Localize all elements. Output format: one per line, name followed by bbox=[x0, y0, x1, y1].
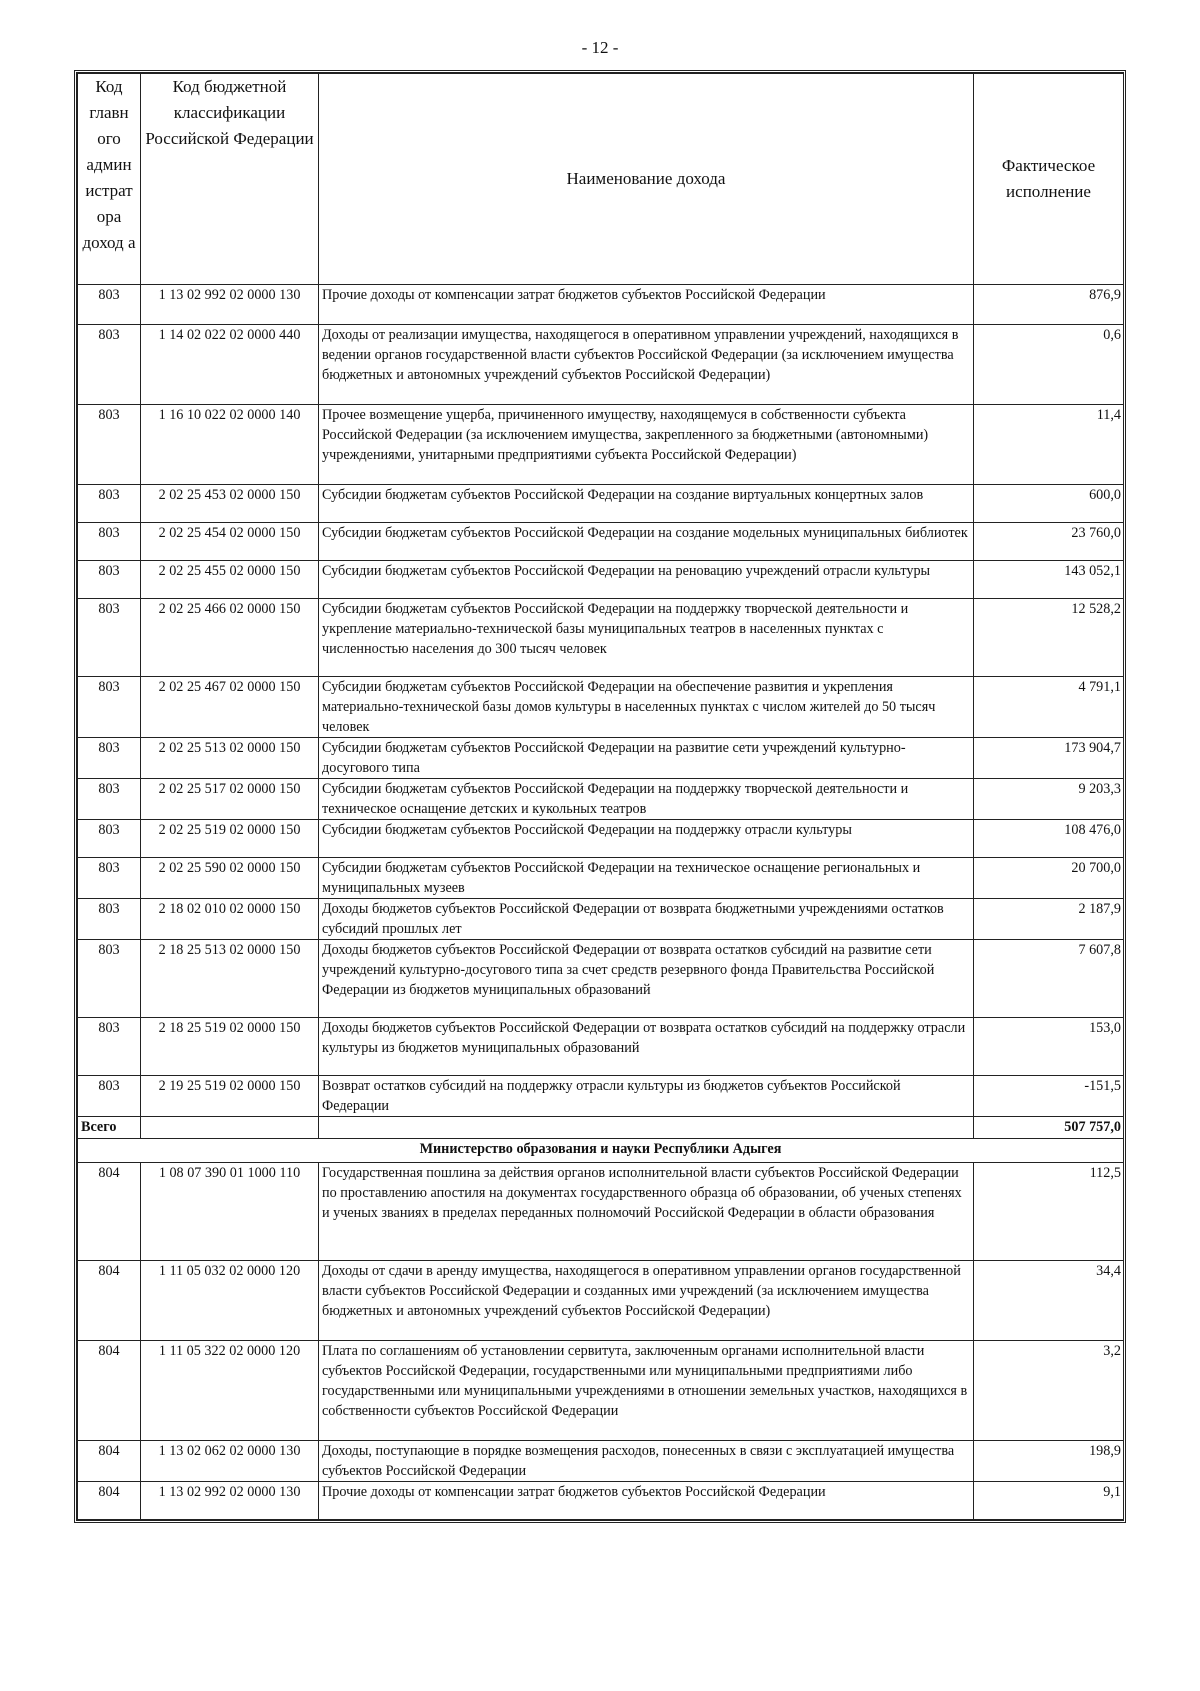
admin-code-cell: 804 bbox=[78, 1341, 141, 1441]
amount-cell: 153,0 bbox=[974, 1018, 1124, 1076]
amount-cell: -151,5 bbox=[974, 1076, 1124, 1117]
budget-code-cell: 2 18 25 519 02 0000 150 bbox=[141, 1018, 319, 1076]
admin-code-cell: 803 bbox=[78, 325, 141, 405]
total-empty-code bbox=[141, 1117, 319, 1139]
budget-code-cell: 2 02 25 453 02 0000 150 bbox=[141, 485, 319, 523]
total-label: Всего bbox=[78, 1117, 141, 1139]
income-name-cell: Субсидии бюджетам субъектов Российской Федерации на развитие сети учреждений культурно-досугового типа bbox=[319, 738, 974, 779]
table-row bbox=[78, 779, 1124, 820]
amount-cell: 143 052,1 bbox=[974, 561, 1124, 599]
header-budget-code: Код бюджетной классификации Российской Федерации bbox=[141, 74, 319, 285]
budget-code-cell: 2 02 25 519 02 0000 150 bbox=[141, 820, 319, 858]
admin-code-cell: 803 bbox=[78, 485, 141, 523]
header-actual-execution: Фактическое исполнение bbox=[974, 74, 1124, 285]
budget-code-cell: 1 13 02 992 02 0000 130 bbox=[141, 285, 319, 325]
budget-code-cell: 2 02 25 455 02 0000 150 bbox=[141, 561, 319, 599]
page-number: - 12 - bbox=[581, 38, 619, 57]
section-title: Министерство образования и науки Республики Адыгея bbox=[78, 1139, 1124, 1163]
budget-code-cell: 1 13 02 062 02 0000 130 bbox=[141, 1441, 319, 1482]
budget-code-cell: 1 14 02 022 02 0000 440 bbox=[141, 325, 319, 405]
admin-code-cell: 804 bbox=[78, 1441, 141, 1482]
income-name-cell: Прочее возмещение ущерба, причиненного имуществу, находящемуся в собственности субъекта Российской Федерации (за исключением имущества, закрепленного за бюджетными (автономными) учреждениями, унитарными предприятиями субъекта Российской Федерации) bbox=[319, 405, 974, 485]
admin-code-cell: 803 bbox=[78, 1018, 141, 1076]
amount-cell: 112,5 bbox=[974, 1163, 1124, 1261]
amount-cell: 4 791,1 bbox=[974, 677, 1124, 738]
budget-code-cell: 2 02 25 517 02 0000 150 bbox=[141, 779, 319, 820]
income-name-cell: Субсидии бюджетам субъектов Российской Федерации на техническое оснащение региональных и муниципальных музеев bbox=[319, 858, 974, 899]
income-name-cell: Возврат остатков субсидий на поддержку отрасли культуры из бюджетов субъектов Российской Федерации bbox=[319, 1076, 974, 1117]
admin-code-cell: 803 bbox=[78, 940, 141, 1018]
table-row bbox=[78, 523, 1124, 561]
admin-code-cell: 803 bbox=[78, 820, 141, 858]
admin-code-cell: 803 bbox=[78, 899, 141, 940]
budget-code-cell: 2 02 25 466 02 0000 150 bbox=[141, 599, 319, 677]
table-header-row bbox=[78, 74, 1124, 285]
amount-cell: 7 607,8 bbox=[974, 940, 1124, 1018]
amount-cell: 20 700,0 bbox=[974, 858, 1124, 899]
income-name-cell: Субсидии бюджетам субъектов Российской Федерации на создание модельных муниципальных библиотек bbox=[319, 523, 974, 561]
budget-code-cell: 1 08 07 390 01 1000 110 bbox=[141, 1163, 319, 1261]
budget-code-cell: 2 19 25 519 02 0000 150 bbox=[141, 1076, 319, 1117]
revenue-table-frame bbox=[74, 70, 1126, 1523]
income-name-cell: Субсидии бюджетам субъектов Российской Федерации на поддержку творческой деятельности и техническое оснащение детских и кукольных театров bbox=[319, 779, 974, 820]
budget-code-cell: 1 11 05 032 02 0000 120 bbox=[141, 1261, 319, 1341]
amount-cell: 3,2 bbox=[974, 1341, 1124, 1441]
table-row bbox=[78, 899, 1124, 940]
budget-code-cell: 2 02 25 467 02 0000 150 bbox=[141, 677, 319, 738]
table-row bbox=[78, 738, 1124, 779]
income-name-cell: Субсидии бюджетам субъектов Российской Федерации на обеспечение развития и укрепления материально-технической базы домов культуры в населенных пунктах с числом жителей до 50 тысяч человек bbox=[319, 677, 974, 738]
table-row bbox=[78, 1482, 1124, 1520]
admin-code-cell: 803 bbox=[78, 858, 141, 899]
total-row bbox=[78, 1117, 1124, 1139]
amount-cell: 9,1 bbox=[974, 1482, 1124, 1520]
amount-cell: 0,6 bbox=[974, 325, 1124, 405]
income-name-cell: Доходы от реализации имущества, находящегося в оперативном управлении учреждений, находящихся в ведении органов государственной власти субъектов Российской Федерации (за исключением имущества бюджетных и автономных учреждений субъектов Российской Федерации) bbox=[319, 325, 974, 405]
section-title-row bbox=[78, 1139, 1124, 1163]
income-name-cell: Плата по соглашениям об установлении сервитута, заключенным органами исполнительной власти субъектов Российской Федерации, государственными или муниципальными предприятиями либо государственными или муниципальными учреждениями в отношении земельных участков, находящихся в собственности субъектов Российской Федерации bbox=[319, 1341, 974, 1441]
admin-code-cell: 804 bbox=[78, 1163, 141, 1261]
budget-code-cell: 2 18 25 513 02 0000 150 bbox=[141, 940, 319, 1018]
amount-cell: 12 528,2 bbox=[974, 599, 1124, 677]
income-name-cell: Доходы бюджетов субъектов Российской Федерации от возврата бюджетными учреждениями остатков субсидий прошлых лет bbox=[319, 899, 974, 940]
table-row bbox=[78, 405, 1124, 485]
budget-code-cell: 1 13 02 992 02 0000 130 bbox=[141, 1482, 319, 1520]
admin-code-cell: 803 bbox=[78, 1076, 141, 1117]
income-name-cell: Прочие доходы от компенсации затрат бюджетов субъектов Российской Федерации bbox=[319, 1482, 974, 1520]
amount-cell: 198,9 bbox=[974, 1441, 1124, 1482]
amount-cell: 600,0 bbox=[974, 485, 1124, 523]
admin-code-cell: 803 bbox=[78, 285, 141, 325]
table-row bbox=[78, 940, 1124, 1018]
amount-cell: 9 203,3 bbox=[974, 779, 1124, 820]
income-name-cell: Доходы от сдачи в аренду имущества, находящегося в оперативном управлении органов государственной власти субъектов Российской Федерации и созданных ими учреждений (за исключением имущества бюджетных и автономных учреждений субъектов Российской Федерации) bbox=[319, 1261, 974, 1341]
admin-code-cell: 803 bbox=[78, 561, 141, 599]
budget-code-cell: 1 16 10 022 02 0000 140 bbox=[141, 405, 319, 485]
budget-code-cell: 2 02 25 590 02 0000 150 bbox=[141, 858, 319, 899]
table-row bbox=[78, 677, 1124, 738]
admin-code-cell: 803 bbox=[78, 677, 141, 738]
income-name-cell: Субсидии бюджетам субъектов Российской Федерации на поддержку творческой деятельности и укрепление материально-технической базы муниципальных театров в населенных пунктах с численностью населения до 300 тысяч человек bbox=[319, 599, 974, 677]
amount-cell: 23 760,0 bbox=[974, 523, 1124, 561]
table-row bbox=[78, 820, 1124, 858]
admin-code-cell: 803 bbox=[78, 405, 141, 485]
table-row bbox=[78, 1163, 1124, 1261]
income-name-cell: Государственная пошлина за действия органов исполнительной власти субъектов Российской Федерации по проставлению апостиля на документах государственного образца об образовании, об ученых степенях и ученых званиях в пределах переданных полномочий Российской Федерации в области образования bbox=[319, 1163, 974, 1261]
amount-cell: 108 476,0 bbox=[974, 820, 1124, 858]
amount-cell: 876,9 bbox=[974, 285, 1124, 325]
amount-cell: 34,4 bbox=[974, 1261, 1124, 1341]
total-amount: 507 757,0 bbox=[974, 1117, 1124, 1139]
header-admin-code: Код главн ого админ истрат ора доход а bbox=[78, 74, 141, 285]
table-row bbox=[78, 325, 1124, 405]
table-body-ministry-education bbox=[78, 1163, 1124, 1520]
income-name-cell: Доходы бюджетов субъектов Российской Федерации от возврата остатков субсидий на поддержку отрасли культуры из бюджетов муниципальных образований bbox=[319, 1018, 974, 1076]
admin-code-cell: 803 bbox=[78, 779, 141, 820]
income-name-cell: Субсидии бюджетам субъектов Российской Федерации на реновацию учреждений отрасли культуры bbox=[319, 561, 974, 599]
table-row bbox=[78, 1441, 1124, 1482]
revenue-table bbox=[77, 73, 1124, 1520]
admin-code-cell: 803 bbox=[78, 523, 141, 561]
admin-code-cell: 804 bbox=[78, 1482, 141, 1520]
table-row bbox=[78, 1018, 1124, 1076]
table-row bbox=[78, 599, 1124, 677]
budget-code-cell: 2 02 25 454 02 0000 150 bbox=[141, 523, 319, 561]
income-name-cell: Доходы бюджетов субъектов Российской Федерации от возврата остатков субсидий на развитие сети учреждений культурно-досугового типа за счет средств резервного фонда Правительства Российской Федерации из бюджетов муниципальных образований bbox=[319, 940, 974, 1018]
income-name-cell: Субсидии бюджетам субъектов Российской Федерации на создание виртуальных концертных залов bbox=[319, 485, 974, 523]
table-row bbox=[78, 1341, 1124, 1441]
amount-cell: 2 187,9 bbox=[974, 899, 1124, 940]
admin-code-cell: 803 bbox=[78, 599, 141, 677]
table-row bbox=[78, 1076, 1124, 1117]
header-income-name: Наименование дохода bbox=[319, 74, 974, 285]
table-row bbox=[78, 1261, 1124, 1341]
amount-cell: 11,4 bbox=[974, 405, 1124, 485]
table-body-ministry-culture bbox=[78, 285, 1124, 1117]
table-row bbox=[78, 285, 1124, 325]
budget-code-cell: 2 02 25 513 02 0000 150 bbox=[141, 738, 319, 779]
income-name-cell: Субсидии бюджетам субъектов Российской Федерации на поддержку отрасли культуры bbox=[319, 820, 974, 858]
admin-code-cell: 804 bbox=[78, 1261, 141, 1341]
table-row bbox=[78, 561, 1124, 599]
admin-code-cell: 803 bbox=[78, 738, 141, 779]
income-name-cell: Прочие доходы от компенсации затрат бюджетов субъектов Российской Федерации bbox=[319, 285, 974, 325]
income-name-cell: Доходы, поступающие в порядке возмещения расходов, понесенных в связи с эксплуатацией имущества субъектов Российской Федерации bbox=[319, 1441, 974, 1482]
table-row bbox=[78, 858, 1124, 899]
table-row bbox=[78, 485, 1124, 523]
budget-code-cell: 2 18 02 010 02 0000 150 bbox=[141, 899, 319, 940]
amount-cell: 173 904,7 bbox=[974, 738, 1124, 779]
budget-code-cell: 1 11 05 322 02 0000 120 bbox=[141, 1341, 319, 1441]
total-empty-name bbox=[319, 1117, 974, 1139]
